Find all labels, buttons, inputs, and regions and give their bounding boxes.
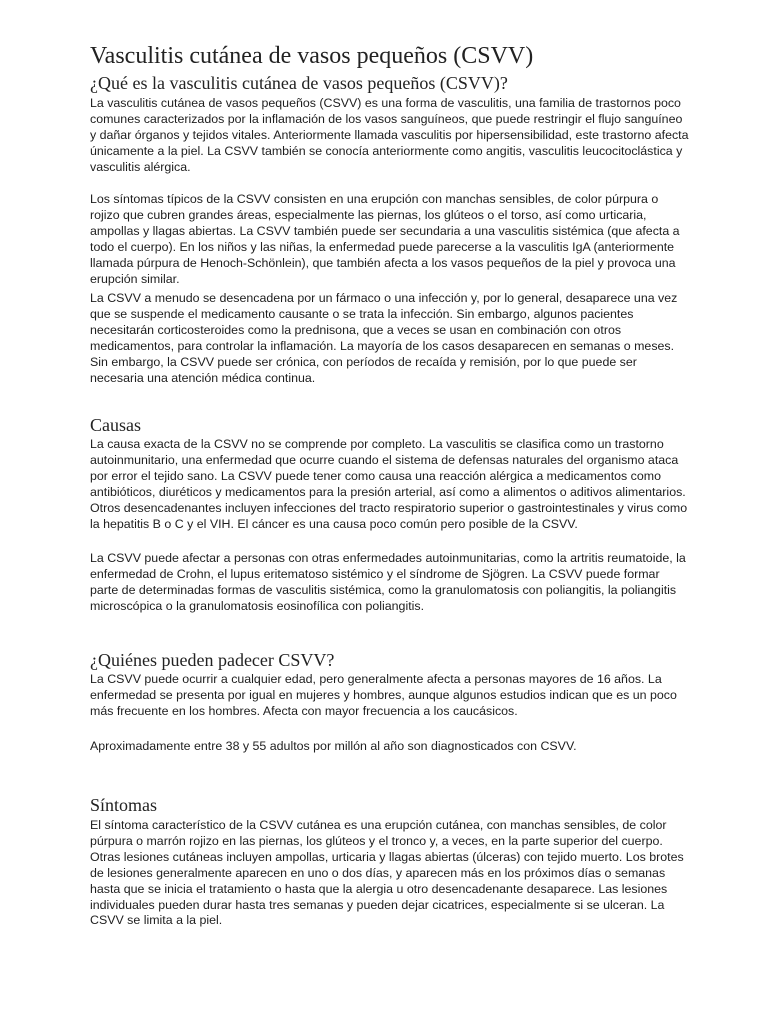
paragraph-que-es-3: La CSVV a menudo se desencadena por un fármaco o una infección y, por lo general, desaparece una vez que se suspende el medicamento causante o se trata la infección. Sin embargo, algunos pacientes necesitarán corticosteroides como la prednisona, que a veces se usan en combinación con otros medicamentos, para controlar la inflamación. La mayoría de los casos desaparecen en semanas o meses. Sin embargo, la CSVV puede ser crónica, con períodos de recaída y remisión, por lo que puede ser necesaria una atención médica continua.	[90, 291, 678, 385]
page-title: Vasculitis cutánea de vasos pequeños (CSVV)	[90, 43, 534, 69]
paragraph-que-es-2: Los síntomas típicos de la CSVV consisten en una erupción con manchas sensibles, de color púrpura o rojizo que cubren grandes áreas, especialmente las piernas, los glúteos o el torso, así como urticaria, ampollas y llagas abiertas. La CSVV también puede ser secundaria a una vasculitis sistémica (que afecta a todo el cuerpo). En los niños y las niñas, la enfermedad puede parecerse a la vasculitis IgA (anteriormente llamada púrpura de Henoch-Schönlein), que también afecta a los vasos pequeños de la piel y provoca una erupción similar.	[90, 192, 680, 286]
paragraph-quienes-2: Aproximadamente entre 38 y 55 adultos por millón al año son diagnosticados con CSVV.	[90, 739, 577, 753]
section-heading-quienes: ¿Quiénes pueden padecer CSVV?	[90, 650, 335, 670]
paragraph-causas-2: La CSVV puede afectar a personas con otras enfermedades autoinmunitarias, como la artritis reumatoide, la enfermedad de Crohn, el lupus eritematoso sistémico y el síndrome de Sjögren. La CSVV puede formar parte de determinadas formas de vasculitis sistémica, como la granulomatosis con poliangitis, la poliangitis microscópica o la granulomatosis eosinofílica con poliangitis.	[90, 551, 686, 613]
section-heading-que-es: ¿Qué es la vasculitis cutánea de vasos pequeños (CSVV)?	[90, 73, 508, 93]
section-heading-causas: Causas	[90, 415, 141, 435]
paragraph-que-es-1: La vasculitis cutánea de vasos pequeños (CSVV) es una forma de vasculitis, una familia de trastornos poco comunes caracterizados por la inflamación de los vasos sanguíneos, que puede restringir el flujo sanguíneo y dañar órganos y tejidos vitales. Anteriormente llamada vasculitis por hipersensibilidad, este trastorno afecta únicamente a la piel. La CSVV también se conocía anteriormente como angitis, vasculitis leucocitoclástica y vasculitis alérgica.	[90, 96, 689, 174]
section-heading-sintomas: Síntomas	[90, 795, 158, 815]
paragraph-causas-1: La causa exacta de la CSVV no se comprende por completo. La vasculitis se clasifica como un trastorno autoinmunitario, una enfermedad que ocurre cuando el sistema de defensas naturales del organismo ataca por error el tejido sano. La CSVV puede tener como causa una reacción alérgica a medicamentos como antibióticos, diuréticos y medicamentos para la presión arterial, así como a alimentos o aditivos alimentarios. Otros desencadenantes incluyen infecciones del tracto respiratorio superior o gastrointestinales y virus como la hepatitis B o C y el VIH. El cáncer es una causa poco común pero posible de la CSVV.	[90, 437, 688, 531]
paragraph-sintomas-1: El síntoma característico de la CSVV cutánea es una erupción cutánea, con manchas sensibles, de color púrpura o marrón rojizo en las piernas, los glúteos y el tronco y, a veces, en la parte superior del cuerpo. Otras lesiones cutáneas incluyen ampollas, urticaria y llagas abiertas (úlceras) con tejido muerto. Los brotes de lesiones generalmente aparecen en uno o dos días, y aparecen más en los próximos días o semanas hasta que se inicia el tratamiento o hasta que la alergia u otro desencadenante desaparece. Las lesiones individuales pueden durar hasta tres semanas y pueden dejar cicatrices, especialmente si se ulceran. La CSVV se limita a la piel.	[90, 818, 684, 928]
paragraph-quienes-1: La CSVV puede ocurrir a cualquier edad, pero generalmente afecta a personas mayores de 16 años. La enfermedad se presenta por igual en mujeres y hombres, aunque algunos estudios indican que es un poco más frecuente en los hombres. Afecta con mayor frecuencia a los caucásicos.	[90, 672, 677, 718]
